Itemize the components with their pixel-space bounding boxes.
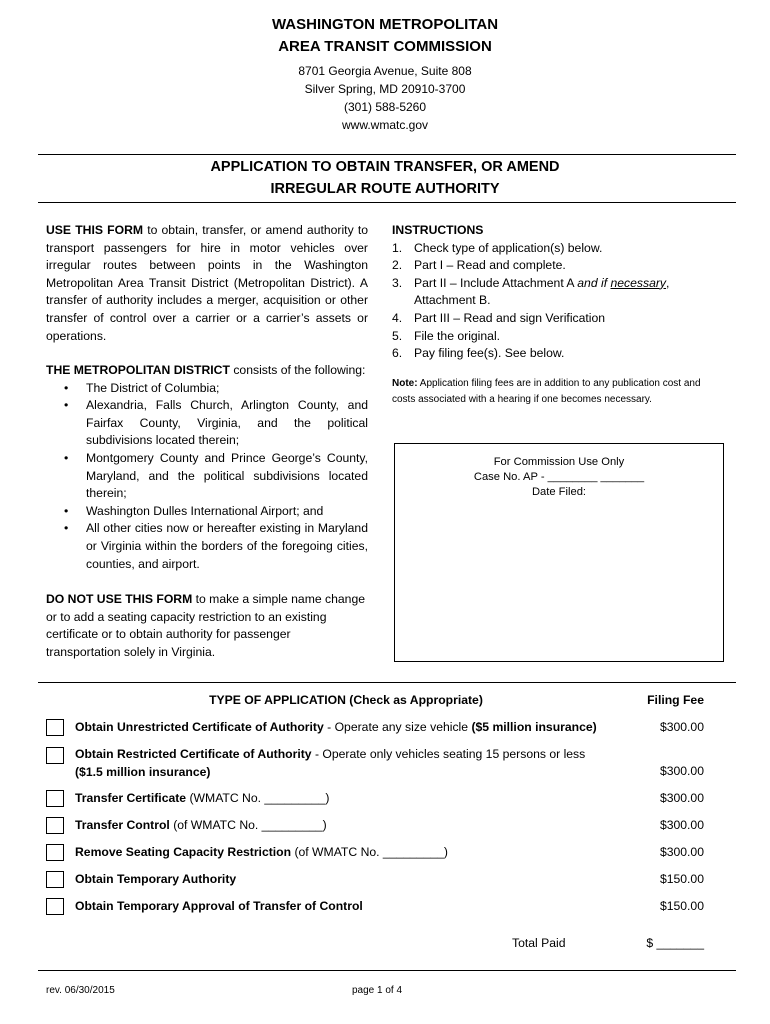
instructions-heading: INSTRUCTIONS [392,223,484,237]
instructions-section [392,222,722,363]
page-number: page 1 of 4 [352,985,403,996]
section-divider [38,682,736,683]
application-option-row: Obtain Restricted Certificate of Authority - Operate only vehicles seating 15 persons or less ($1.5 million insurance) $300.00 [46,746,710,782]
note-lead: Note: [392,378,418,389]
form-title [0,156,770,200]
metro-list-item: • Washington Dulles International Airport; and [86,503,368,521]
organization-name [0,14,770,58]
org-line-1: WASHINGTON METROPOLITAN [271,16,499,33]
address-line-1: 8701 Georgia Avenue, Suite 808 [298,64,472,78]
metropolitan-district-section [46,362,368,573]
metro-list [46,380,368,574]
header-divider [38,154,736,155]
application-option-row: Transfer Certificate (WMATC No. _________) $300.00 [46,790,710,810]
instruction-item: 2. Part I – Read and complete. [392,258,566,273]
title-divider [38,202,736,203]
application-type-checkbox[interactable] [46,790,64,807]
instruction-item: 6. Pay filing fee(s). See below. [392,346,565,361]
application-type-checkbox[interactable] [46,871,64,888]
filing-fee-amount: $300.00 [659,818,704,832]
application-type-checkbox[interactable] [46,817,64,834]
use-form-text: to obtain, transfer, or amend authority to transport passengers for hire in motor vehicles over irregular routes between points in the Washington Metropolitan Area Transit District (Metropolitan District). A transfer of authority includes a merger, acquisition or other transfer of control over a carrier or a carrier’s assets or operations. [46,223,368,343]
application-type-checkbox[interactable] [46,719,64,736]
instruction-item: 1. Check type of application(s) below. [392,240,603,255]
filing-fee-heading: Filing Fee [647,693,704,707]
type-of-application-heading: TYPE OF APPLICATION (Check as Appropriate) [209,693,483,707]
metro-list-item: • Montgomery County and Prince George’s County, Maryland, and the political subdivisions located therein; [86,450,368,503]
do-not-use-paragraph [46,591,368,661]
organization-address [0,62,770,134]
metro-list-item: • The District of Columbia; [86,380,368,398]
form-title-line-2: IRREGULAR ROUTE AUTHORITY [270,181,500,197]
total-paid-field[interactable]: $ _______ [646,936,704,950]
application-option-row: Transfer Control (of WMATC No. _________) $300.00 [46,817,710,837]
application-option-row: Remove Seating Capacity Restriction (of WMATC No. _________) $300.00 [46,844,710,864]
instructions-list [392,240,722,363]
metro-text: consists of the following: [229,363,366,377]
application-option-row: Obtain Temporary Authority $150.00 [46,871,710,891]
commission-use-box [394,443,724,662]
do-not-use-lead: DO NOT USE THIS FORM [46,592,193,606]
filing-fee-amount: $150.00 [659,899,704,913]
filing-fee-amount: $300.00 [659,764,704,778]
filing-fee-amount: $300.00 [659,720,704,734]
phone-number: (301) 588-5260 [343,100,427,114]
address-line-2: Silver Spring, MD 20910-3700 [304,82,466,96]
do-not-use-text: to make a simple name change or to add a seating capacity restriction to an existing certificate or to obtain authority for passenger transportation solely in Virginia. [46,592,365,659]
use-form-paragraph [46,222,368,345]
revision-date: rev. 06/30/2015 [46,985,115,996]
filing-fee-amount: $150.00 [659,872,704,886]
metro-lead: THE METROPOLITAN DISTRICT [46,363,230,377]
instruction-item: 3. Part II – Include Attachment A and if necessary, Attachment B. [392,275,670,308]
note-text: Application filing fees are in addition to any publication cost and costs associated with a hearing if one becomes necessary. [392,378,701,405]
application-option-row: Obtain Unrestricted Certificate of Authority - Operate any size vehicle ($5 million insurance) $300.00 [46,719,710,739]
fee-note [392,376,718,408]
total-paid-row [46,935,710,955]
instruction-item: 5. File the original. [392,328,501,343]
footer-divider [38,970,736,971]
total-paid-label: Total Paid [512,936,566,950]
case-number-field: Case No. AP - ________ _______ [473,471,645,483]
application-option-row: Obtain Temporary Approval of Transfer of Control $150.00 [46,898,710,918]
filing-fee-amount: $300.00 [659,845,704,859]
form-title-line-1: APPLICATION TO OBTAIN TRANSFER, OR AMEND [210,159,560,175]
date-filed-field: Date Filed: [531,486,587,498]
application-type-checkbox[interactable] [46,747,64,764]
application-type-checkbox[interactable] [46,898,64,915]
website-link[interactable]: www.wmatc.gov [341,118,429,132]
org-line-2: AREA TRANSIT COMMISSION [278,38,492,55]
filing-fee-amount: $300.00 [659,791,704,805]
commission-use-label: For Commission Use Only [493,456,625,468]
use-form-lead: USE THIS FORM [46,223,144,237]
metro-list-item: • Alexandria, Falls Church, Arlington County, and Fairfax County, Virginia, and the political subdivisions located therein; [86,397,368,450]
instruction-item: 4. Part III – Read and sign Verification [392,310,606,325]
metro-list-item: • All other cities now or hereafter existing in Maryland or Virginia within the borders of the foregoing cities, counties, and airport. [86,520,368,573]
application-type-checkbox[interactable] [46,844,64,861]
